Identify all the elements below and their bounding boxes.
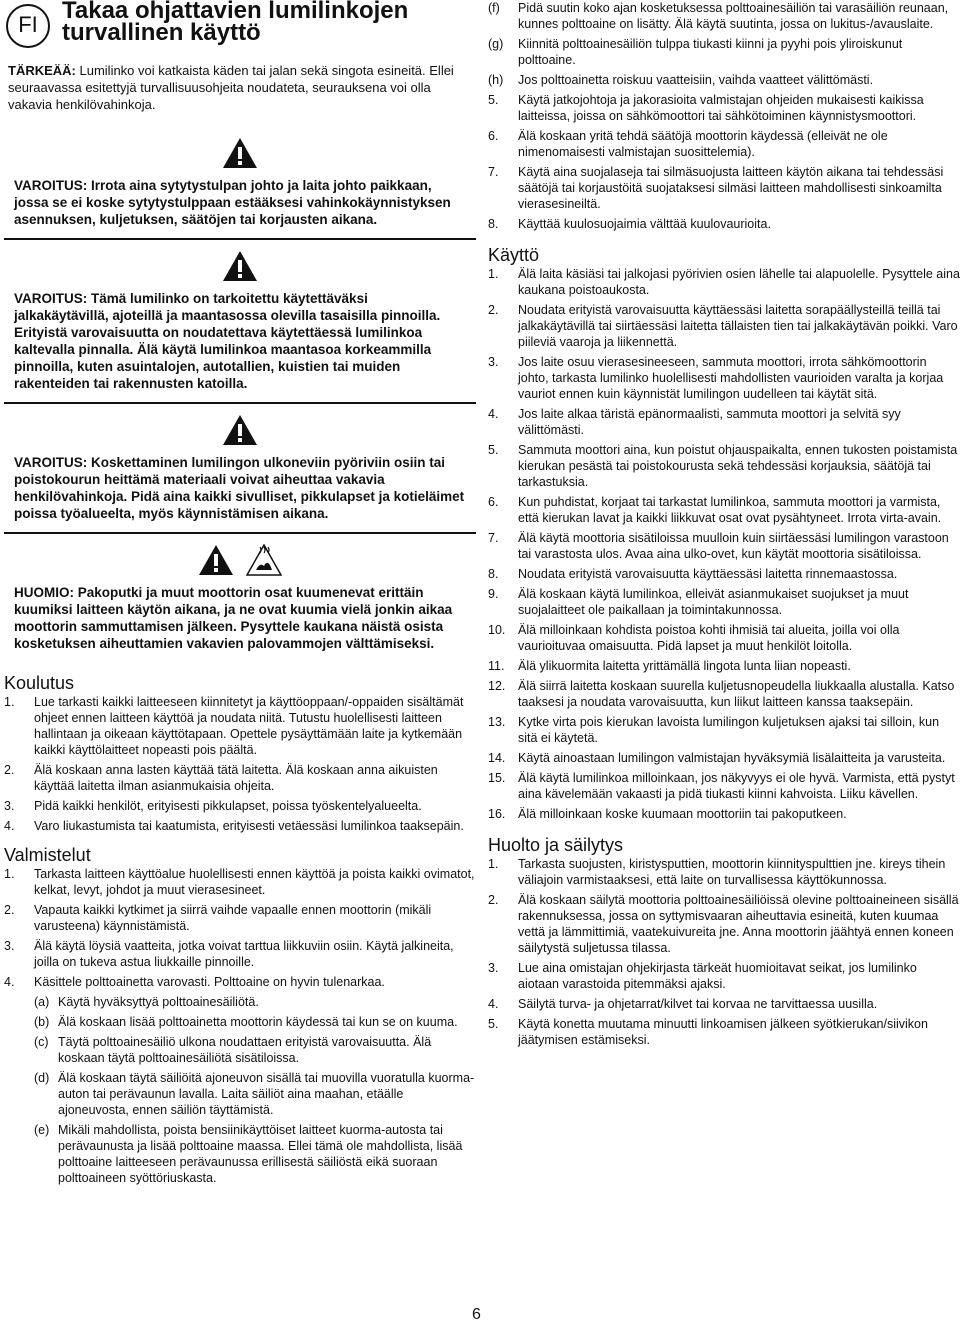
list-item	[488, 996, 960, 1012]
list-item	[4, 798, 476, 814]
list-item-text: Käytä ainoastaan lumilingon valmistajan hyväksymiä lisälaitteita ja varusteita.	[518, 751, 946, 765]
list-item	[488, 216, 960, 232]
warning-text-3: VAROITUS: Koskettaminen lumilingon ulkoneviin pyöriviin osiin tai poistokourun heittämä materiaali voivat aiheuttaa vakavia henkilövahinkoja. Pidä aina kaikki sivulliset, pikkulapset ja kotieläimet poissa työalueelta, myös käynnistämisen aikana.	[14, 455, 465, 521]
sub-list-item	[34, 1014, 476, 1030]
list-item-number: 5.	[488, 443, 499, 457]
list-item-number: 9.	[488, 587, 499, 601]
sub-item-label: (e)	[34, 1123, 50, 1137]
list-item-number: 2.	[488, 303, 499, 317]
warning-box-3	[4, 404, 476, 532]
list-item	[4, 818, 476, 834]
page-title	[62, 0, 408, 44]
list-item	[488, 750, 960, 766]
list-item-number: 10.	[488, 623, 506, 637]
valmistelut-subitems-left	[4, 994, 476, 1186]
list-item-number: 2.	[4, 763, 15, 777]
sub-list-item	[488, 36, 960, 68]
list-item-number: 6.	[488, 129, 499, 143]
sub-list-item	[34, 1070, 476, 1118]
list-item-text: Varo liukastumista tai kaatumista, erityisesti vetäessäsi lumilinkoa taaksepäin.	[34, 819, 464, 833]
list-item	[488, 354, 960, 402]
list-item	[488, 406, 960, 438]
list-item-text: Vapauta kaikki kytkimet ja siirrä vaihde vapaalle ennen moottorin (mikäli varusteena) käynnistämistä.	[34, 903, 432, 933]
list-item-text: Pidä kaikki henkilöt, erityisesti pikkulapset, poissa työskentelyalueelta.	[34, 799, 422, 813]
list-item	[488, 622, 960, 654]
list-item	[488, 892, 960, 956]
list-item	[488, 566, 960, 582]
sub-item-text: Täytä polttoainesäiliö ulkona noudattaen erityistä varovaisuutta. Älä koskaan täytä polttoainesäiliötä sisätiloissa.	[58, 1035, 432, 1065]
list-item-number: 11.	[488, 659, 505, 673]
sub-item-text: Älä koskaan täytä säiliöitä ajoneuvon sisällä tai muovilla vuoratulla kuorma-auton tai perävaunun lavalla. Laita säiliöt aina maahan, etäälle ajoneuvosta, ennen säiliön täyttämistä.	[58, 1071, 475, 1117]
warning-triangle-icon	[198, 544, 234, 576]
warning-triangle-icon	[222, 414, 258, 446]
list-item-text: Käytä aina suojalaseja tai silmäsuojusta laitteen käytön aikana tai tehdessäsi säätöjä tai korjaustöitä suojataksesi silmäsi laitteen mahdollisesti sinkoamilta vierasesineiltä.	[518, 165, 944, 211]
list-item-text: Älä ylikuormita laitetta yrittämällä lingota lunta liian nopeasti.	[518, 659, 851, 673]
sub-item-text: Käytä hyväksyttyä polttoainesäiliötä.	[58, 995, 259, 1009]
list-item-text: Jos laite osuu vierasesineeseen, sammuta moottori, irrota sähkömoottorin johto, tarkasta lumilinko huolellisesti mahdollisten vaurioiden varalta ja korjaa vauriot ennen kuin käynnistät lumilingon uudelleen tai käytät sitä.	[518, 355, 944, 401]
list-item-number: 16.	[488, 807, 506, 821]
list-item	[488, 164, 960, 212]
list-item	[4, 902, 476, 934]
list-item-text: Tarkasta laitteen käyttöalue huolellisesti ennen käyttöä ja poista kaikki ovimatot, kelkat, levyt, johdot ja muut vierasesineet.	[34, 867, 475, 897]
sub-item-label: (h)	[488, 73, 504, 87]
list-item-number: 2.	[4, 903, 15, 917]
list-item-text: Noudata erityistä varovaisuutta käyttäessäsi laitetta sorapäällysteillä teillä tai jalkakäytävillä tai siirtäessäsi laitetta tällaisten tien tai jalkakäytävän poikki. Varo piileviä vaaroja ja liikennettä.	[518, 303, 958, 349]
valmistelut-subitems-right	[488, 0, 960, 88]
sub-item-label: (d)	[34, 1071, 50, 1085]
list-item	[488, 128, 960, 160]
list-item-number: 5.	[488, 93, 499, 107]
section-heading-valmistelut: Valmistelut	[4, 845, 91, 865]
list-item-number: 4.	[4, 819, 15, 833]
hot-surface-icon	[246, 544, 282, 576]
list-item	[488, 530, 960, 562]
list-item-text: Älä käytä lumilinkoa milloinkaan, jos näkyvyys ei ole hyvä. Varmista, että pystyt aina kävelemään vakaasti ja pidä tiukasti kiinni kahvoista. Liiku kävellen.	[518, 771, 955, 801]
warning-triangle-icon	[222, 137, 258, 169]
sub-item-text: Älä koskaan lisää polttoainetta moottorin käydessä tai kun se on kuuma.	[58, 1015, 458, 1029]
intro-label: TÄRKEÄÄ:	[8, 63, 76, 78]
language-badge: FI	[6, 4, 50, 48]
valmistelut-list	[4, 866, 476, 990]
warning-triangle-icon	[222, 250, 258, 282]
list-item-number: 1.	[4, 867, 15, 881]
sub-list-item	[34, 994, 476, 1010]
page-number: 6	[472, 1306, 481, 1323]
list-item-text: Sammuta moottori aina, kun poistut ohjauspaikalta, ennen tukosten poistamista kierukan pesästä tai poistokourusta sekä tehdessäsi korjauksia, säätöjä tai tarkastuksia.	[518, 443, 958, 489]
sub-item-label: (a)	[34, 995, 50, 1009]
section-heading-koulutus: Koulutus	[4, 673, 75, 693]
list-item-text: Älä milloinkaan koske kuumaan moottoriin tai pakoputkeen.	[518, 807, 847, 821]
sub-list-item	[488, 72, 960, 88]
list-item-text: Älä koskaan säilytä moottoria polttoainesäiliöissä olevine polttoaineineen sisällä rakennuksessa, jossa on syttymisvaaran aiheuttavia esineitä, kuten kuumaa vettä ja lämmittimiä, vaatekuivureita jne. Anna moottorin jäähtyä ennen koneen säilytystä suljetussa tilassa.	[518, 893, 959, 955]
list-item	[488, 658, 960, 674]
list-item	[4, 974, 476, 990]
list-item-number: 13.	[488, 715, 506, 729]
list-item-number: 3.	[488, 961, 499, 975]
left-column	[4, 0, 476, 1190]
list-item	[488, 442, 960, 490]
sub-item-text: Jos polttoainetta roiskuu vaatteisiin, vaihda vaatteet välittömästi.	[518, 73, 874, 87]
list-item-text: Tarkasta suojusten, kiristysputtien, moottorin kiinnityspulttien jne. kireys tihein väliajoin varmistaaksesi, että laite on turvallisessa käyttökunnossa.	[518, 857, 946, 887]
list-item-text: Älä käytä löysiä vaatteita, jotka voivat tarttua liikkuviin osiin. Käytä jalkineita, joilla on tukeva astua liukkaille pinnoille.	[34, 939, 454, 969]
list-item-text: Älä siirrä laitetta koskaan suurella kuljetusnopeudella liukkaalla alustalla. Katso taaksesi ja noudata varovaisuutta, kun liikut laitteen kanssa taaksepäin.	[518, 679, 955, 709]
list-item-number: 1.	[488, 267, 499, 281]
list-item-text: Älä koskaan anna lasten käyttää tätä laitetta. Älä koskaan anna aikuisten käyttää laitetta ilman asianmukaisia ohjeita.	[34, 763, 438, 793]
sub-item-label: (f)	[488, 1, 500, 15]
koulutus-list	[4, 694, 476, 834]
list-item	[4, 938, 476, 970]
sub-item-label: (c)	[34, 1035, 49, 1049]
list-item-text: Älä laita käsiäsi tai jalkojasi pyörivien osien lähelle tai alapuolelle. Pysyttele aina kaukana poistoaukosta.	[518, 267, 960, 297]
list-item-text: Kytke virta pois kierukan lavoista lumilingon kuljetuksen ajaksi tai silloin, kun sitä ei käytetä.	[518, 715, 940, 745]
list-item	[488, 770, 960, 802]
sub-item-text: Mikäli mahdollista, poista bensiinikäyttöiset laitteet kuorma-autosta tai perävaunusta ja lisää polttoaine maassa. Ellei tämä ole mahdollista, lisää polttoaine laitteeseen perävaunussa erillisestä säiliöstä eikä suoraan polttoaineen syöttöriuskasta.	[58, 1123, 463, 1185]
list-item-number: 6.	[488, 495, 499, 509]
list-item	[488, 302, 960, 350]
sub-list-item	[34, 1034, 476, 1066]
list-item	[488, 856, 960, 888]
list-item	[488, 266, 960, 298]
list-item-number: 8.	[488, 217, 499, 231]
list-item-text: Käytä jatkojohtoja ja jakorasioita valmistajan ohjeiden mukaisesti kaikissa laitteissa, joissa on sähkömoottori tai sähkötoiminen käynnistysmoottori.	[518, 93, 924, 123]
list-item-text: Älä milloinkaan kohdista poistoa kohti ihmisiä tai alueita, joilla voi olla vaurioituvaa omaisuutta. Pidä lapset ja muut henkilöt loitolla.	[518, 623, 900, 653]
list-item-number: 1.	[488, 857, 499, 871]
sub-item-text: Kiinnitä polttoainesäiliön tulppa tiukasti kiinni ja pyyhi pois yliroiskunut polttoaine.	[518, 37, 903, 67]
list-item	[488, 960, 960, 992]
list-item-number: 3.	[4, 799, 15, 813]
list-item	[4, 694, 476, 758]
title-line-2: turvallinen käyttö	[62, 19, 261, 46]
list-item-text: Jos laite alkaa täristä epänormaalisti, sammuta moottori ja selvitä syy välittömästi.	[518, 407, 901, 437]
list-item-text: Lue tarkasti kaikki laitteeseen kiinnitetyt ja käyttöoppaan/-oppaiden sisältämät ohjeet ennen laitteen käyttöä ja noudata niitä. Tutustu huolellisesti laitteen hallintaan ja oikeaan käyttötapaan. Opettele pysäyttämään laite ja kytkemään kaikki käyttölaitteet nopeasti pois päältä.	[34, 695, 464, 757]
warning-box-4	[4, 534, 476, 662]
list-item-text: Kun puhdistat, korjaat tai tarkastat lumilinkoa, sammuta moottori ja varmista, että kierukan lavat ja kaikki liikkuvat osat ovat pysähtyneet. Irrota virta-avain.	[518, 495, 942, 525]
list-item-number: 7.	[488, 165, 499, 179]
intro-paragraph	[8, 62, 474, 113]
list-item-number: 12.	[488, 679, 506, 693]
list-item	[4, 762, 476, 794]
list-item-number: 7.	[488, 531, 499, 545]
list-item	[488, 494, 960, 526]
list-item	[488, 714, 960, 746]
list-item	[488, 678, 960, 710]
list-item	[488, 586, 960, 618]
list-item-number: 3.	[4, 939, 15, 953]
section-heading-huolto: Huolto ja säilytys	[488, 835, 624, 855]
list-item-text: Käyttää kuulosuojaimia välttää kuulovaurioita.	[518, 217, 771, 231]
list-item-text: Älä koskaan yritä tehdä säätöjä moottorin käydessä (elleivät ne ole nimenomaisesti valmistajan suosittelemia).	[518, 129, 888, 159]
list-item-text: Noudata erityistä varovaisuutta käyttäessäsi laitetta rinnemaastossa.	[518, 567, 898, 581]
list-item	[488, 1016, 960, 1048]
list-item-number: 15.	[488, 771, 506, 785]
right-column	[488, 0, 960, 1052]
warning-text-2: VAROITUS: Tämä lumilinko on tarkoitettu käytettäväksi jalkakäytävillä, ajoteillä ja maantasossa olevilla tasaisilla pinnoilla. Erityistä varovaisuutta on noudatettava käytettäessä lumilinkoa kaltevalla pinnalla. Älä käytä lumilinkoa maantasoa korkeammilla pinnoilla, kuten asuintalojen, autotallien, kuistien tai muiden rakenteiden tai rakennusten katoilla.	[14, 291, 441, 391]
list-item-text: Lue aina omistajan ohjekirjasta tärkeät huomioitavat seikat, jos lumilinko aiotaan varastoida pitemmäksi ajaksi.	[518, 961, 917, 991]
list-item-text: Käsittele polttoainetta varovasti. Polttoaine on hyvin tulenarkaa.	[34, 975, 385, 989]
list-item-text: Älä käytä moottoria sisätiloissa muulloin kuin siirtäessäsi lumilingon varastoon tai varastosta ulos. Avaa aina ulko-ovet, kun käytät moottoria sisätiloissa.	[518, 531, 949, 561]
list-item	[488, 92, 960, 124]
kaytto-list	[488, 266, 960, 822]
sub-item-label: (b)	[34, 1015, 50, 1029]
sub-list-item	[34, 1122, 476, 1186]
intro-text: Lumilinko voi katkaista käden tai jalan sekä singota esineitä. Ellei seuraavassa esitettyjä turvallisuusohjeita noudateta, seurauksena voi olla vakavia henkilövahinkoja.	[8, 63, 454, 112]
sub-list-item	[488, 0, 960, 32]
title-line-1: Takaa ohjattavien lumilinkojen	[62, 0, 409, 24]
list-item-number: 1.	[4, 695, 15, 709]
list-item	[488, 806, 960, 822]
warning-text-1: VAROITUS: Irrota aina sytytystulpan johto ja laita johto paikkaan, jossa se ei koske sytytystulppaan estääksesi vahinkokäynnistyksen asennuksen, kuljetuksen, säätöjen tai korjausten aikana.	[14, 178, 451, 227]
warning-text-4: HUOMIO: Pakoputki ja muut moottorin osat kuumenevat erittäin kuumiksi laitteen käytön aikana, ja ne ovat kuumia vielä jonkin aikaa moottorin sammuttamisen jälkeen. Pysyttele kaukana näistä osista kosketuksen aiheuttamien vakavien palovammojen välttämiseksi.	[14, 585, 453, 651]
page-header	[4, 0, 476, 58]
list-item-text: Käytä konetta muutama minuutti linkoamisen jälkeen syötkierukan/siivikon jäätymisen estämiseksi.	[518, 1017, 928, 1047]
list-item-text: Älä koskaan käytä lumilinkoa, elleivät asianmukaiset suojukset ja muut suojalaitteet ole paikallaan ja toimintakunnossa.	[518, 587, 909, 617]
huolto-list	[488, 856, 960, 1048]
sub-item-label: (g)	[488, 37, 504, 51]
section-heading-kaytto: Käyttö	[488, 245, 540, 265]
list-item-number: 4.	[4, 975, 15, 989]
warning-box-2	[4, 240, 476, 402]
list-item-text: Säilytä turva- ja ohjetarrat/kilvet tai korvaa ne tarvittaessa uusilla.	[518, 997, 878, 1011]
list-item-number: 14.	[488, 751, 506, 765]
list-item-number: 4.	[488, 407, 499, 421]
warning-box-1	[4, 127, 476, 238]
list-item-number: 5.	[488, 1017, 499, 1031]
list-item-number: 4.	[488, 997, 499, 1011]
sub-item-text: Pidä suutin koko ajan kosketuksessa polttoainesäiliön tai varasäiliön reunaan, kunnes polttoaine on lisätty. Älä käytä suutinta, jossa on lukitus-/avauslaite.	[518, 1, 949, 31]
list-item	[4, 866, 476, 898]
list-item-number: 2.	[488, 893, 499, 907]
list-item-number: 3.	[488, 355, 499, 369]
valmistelut-list-continued	[488, 92, 960, 232]
list-item-number: 8.	[488, 567, 499, 581]
